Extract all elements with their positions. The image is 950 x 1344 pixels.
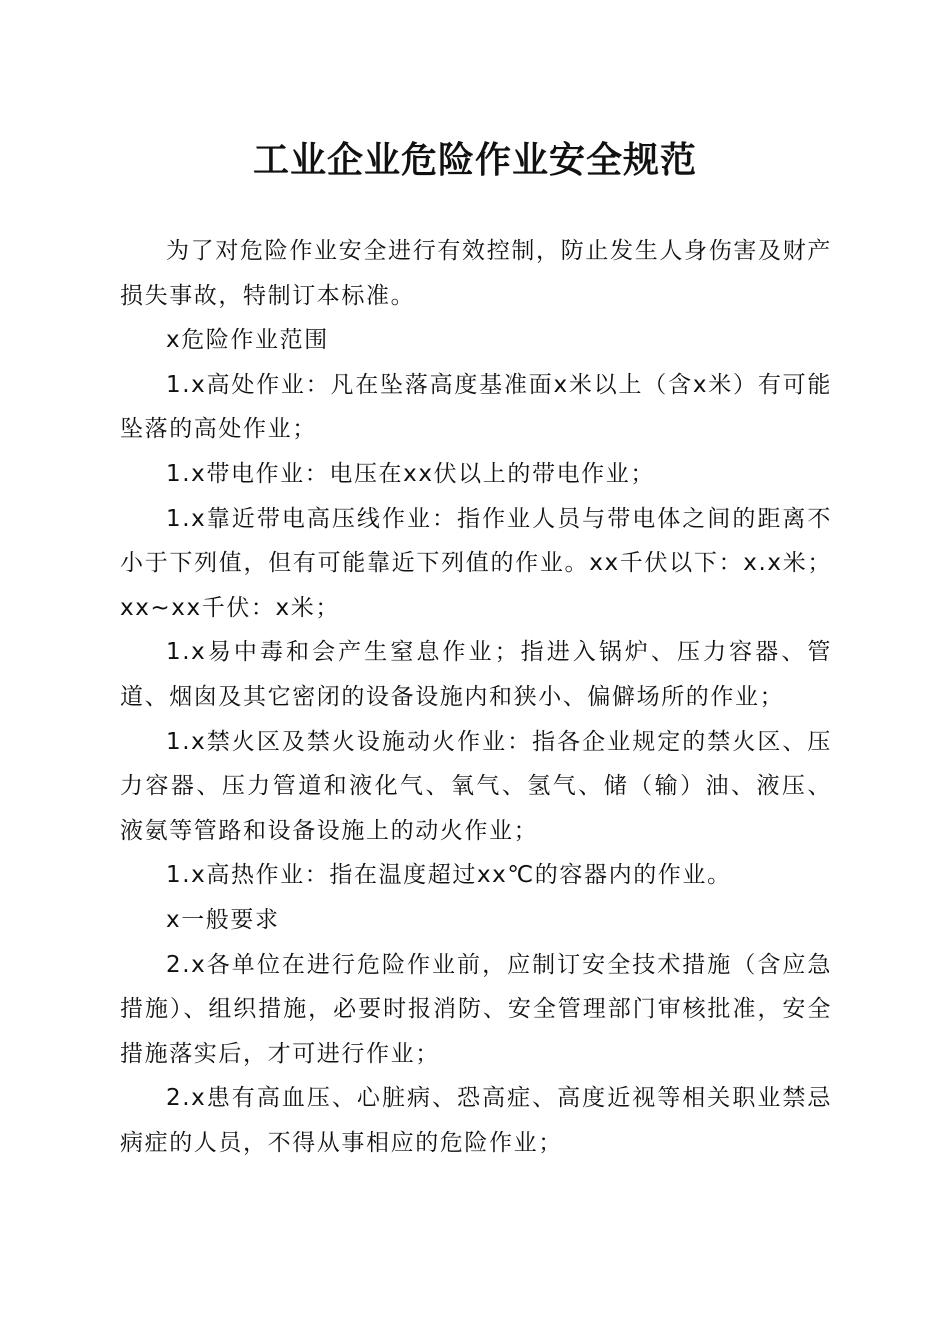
paragraph-item: 1.x高热作业：指在温度超过xx℃的容器内的作业。 <box>166 862 732 889</box>
document-body <box>120 229 832 1165</box>
paragraph-item: 1.x靠近带电高压线作业：指作业人员与带电体之间的距离不小于下列值，但有可能靠近下列值的作业。xx千伏以下：x.x米；xx~xx千伏：x米； <box>120 505 832 621</box>
section-heading-scope: x危险作业范围 <box>166 327 329 354</box>
intro-paragraph: 为了对危险作业安全进行有效控制，防止发生人身伤害及财产损失事故，特制订本标准。 <box>120 238 832 309</box>
paragraph-item: 2.x患有高血压、心脏病、恐高症、高度近视等相关职业禁忌病症的人员，不得从事相应的危险作业； <box>120 1085 832 1156</box>
section-heading-general: x一般要求 <box>166 906 280 933</box>
paragraph-item: 1.x禁火区及禁火设施动火作业：指各企业规定的禁火区、压力容器、压力管道和液化气、氧气、氢气、储（输）油、液压、液氨等管路和设备设施上的动火作业； <box>120 728 832 844</box>
paragraph-item: 1.x易中毒和会产生窒息作业；指进入锅炉、压力容器、管道、烟囱及其它密闭的设备设施内和狭小、偏僻场所的作业； <box>120 639 832 710</box>
document-title: 工业企业危险作业安全规范 <box>252 139 697 181</box>
paragraph-item: 1.x高处作业：凡在坠落高度基准面x米以上（含x米）有可能坠落的高处作业； <box>120 371 832 443</box>
paragraph-item: 2.x各单位在进行危险作业前，应制订安全技术措施（含应急措施）、组织措施，必要时报消防、安全管理部门审核批准，安全措施落实后，才可进行作业； <box>120 951 832 1067</box>
paragraph-item: 1.x带电作业：电压在xx伏以上的带电作业； <box>166 460 655 487</box>
